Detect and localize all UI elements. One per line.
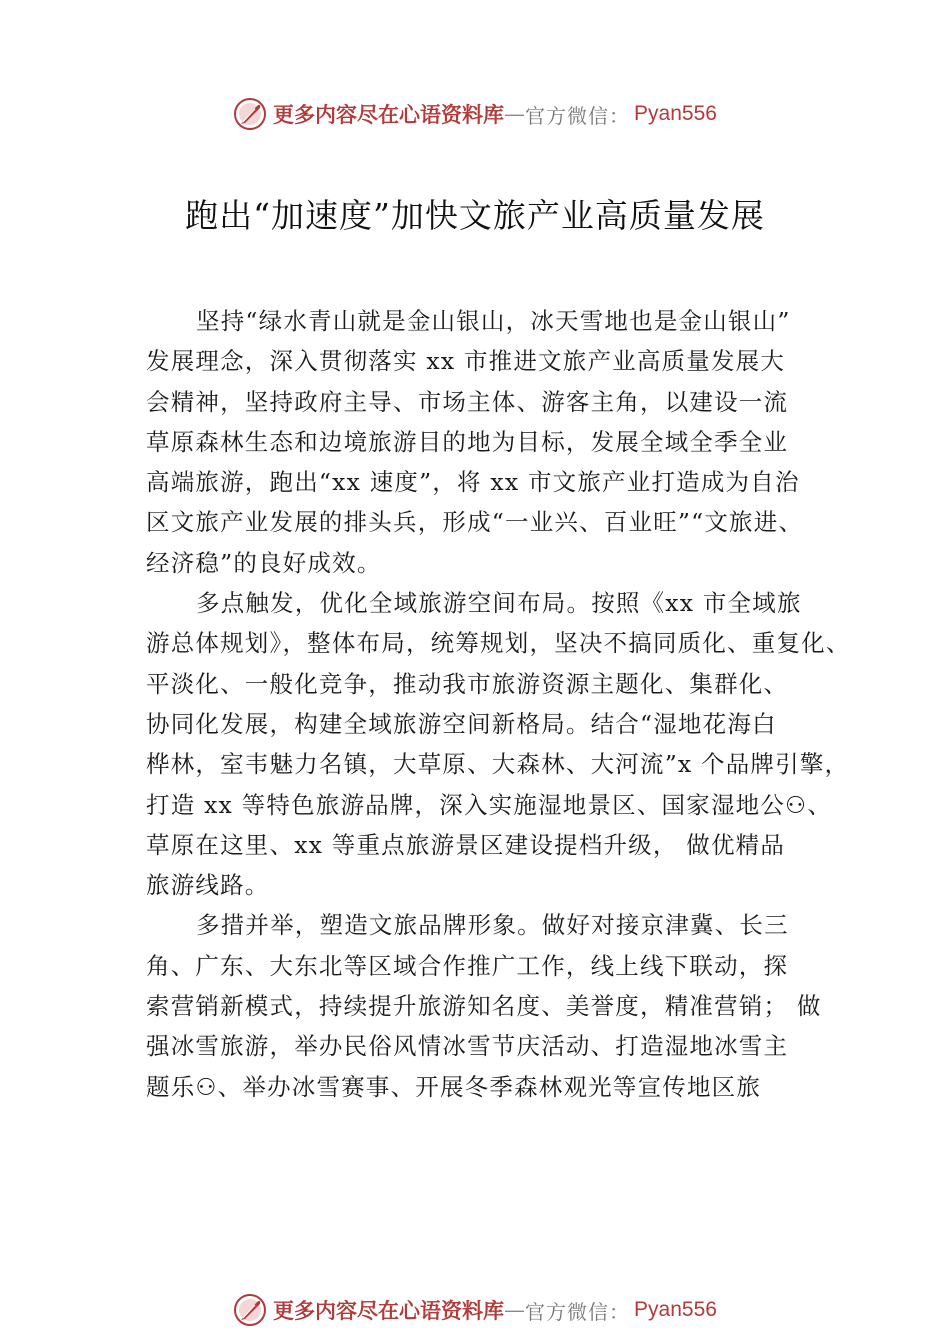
footer-banner — [0, 1290, 950, 1330]
text-line: 打造 xx 等特色旅游品牌，深入实施湿地景区、国家湿地公⚇、 — [146, 790, 833, 819]
banner-dash: — — [504, 1298, 526, 1322]
text-line: 经济稳”的良好成效。 — [146, 548, 382, 577]
text-line: 题乐⚇、举办冰雪赛事、开展冬季森林观光等宣传地区旅 — [146, 1072, 762, 1101]
text-line: 区文旅产业发展的排头兵，形成“一业兴、百业旺”“文旅进、 — [146, 508, 804, 537]
text-line: 游总体规划》，整体布局，统筹规划，坚决不搞同质化、重复化、 — [146, 629, 851, 658]
banner-slogan: 更多内容尽在心语资料库 — [273, 1298, 505, 1323]
text-line: 发展理念，深入贯彻落实 xx 市推进文旅产业高质量发展大 — [146, 347, 786, 376]
text-line: 角、广东、大东北等区域合作推广工作，线上线下联动，探 — [146, 951, 789, 980]
text-line: 强冰雪旅游，举办民俗风情冰雪节庆活动、打造湿地冰雪主 — [146, 1032, 789, 1061]
banner-wechat-id: Pyan556 — [634, 1298, 717, 1321]
text-line: 协同化发展，构建全域旅游空间新格局。结合“湿地花海白 — [146, 709, 777, 738]
article-title: 跑出“加速度”加快文旅产业高质量发展 — [185, 196, 765, 235]
banner-slogan: 更多内容尽在心语资料库 — [273, 102, 505, 127]
text-line: 会精神，坚持政府主导、市场主体、游客主角，以建设一流 — [146, 387, 789, 416]
quill-logo-icon — [233, 1293, 267, 1327]
paragraph — [146, 583, 851, 905]
text-line: 平淡化、一般化竞争，推动我市旅游资源主题化、集群化、 — [146, 669, 789, 698]
header-banner — [0, 94, 950, 134]
text-line: 桦林，室韦魅力名镇，大草原、大森林、大河流”x 个品牌引擎， — [146, 750, 850, 779]
text-line: 多措并举，塑造文旅品牌形象。做好对接京津冀、长三 — [196, 911, 789, 940]
paragraph — [146, 905, 846, 1106]
text-line: 旅游线路。 — [146, 871, 270, 900]
text-line: 多点触发，优化全域旅游空间布局。按照《xx 市全域旅 — [196, 589, 802, 618]
text-line: 草原森林生态和边境旅游目的地为目标，发展全域全季全业 — [146, 427, 789, 456]
article-body — [146, 301, 851, 1107]
banner-wechat-label: 官方微信： — [525, 1299, 631, 1324]
banner-dash: — — [504, 102, 526, 126]
paragraph — [146, 301, 846, 583]
banner-wechat-id: Pyan556 — [634, 102, 717, 125]
quill-logo-icon — [233, 97, 267, 131]
text-line: 坚持“绿水青山就是金山银山，冰天雪地也是金山银山” — [196, 307, 791, 335]
text-line: 索营销新模式，持续提升旅游知名度、美誉度，精准营销； 做 — [146, 992, 822, 1021]
text-line: 草原在这里、xx 等重点旅游景区建设提档升级， 做优精品 — [146, 830, 786, 859]
text-line: 高端旅游，跑出“xx 速度”，将 xx 市文旅产业打造成为自治 — [146, 468, 800, 497]
banner-wechat-label: 官方微信： — [525, 103, 631, 128]
